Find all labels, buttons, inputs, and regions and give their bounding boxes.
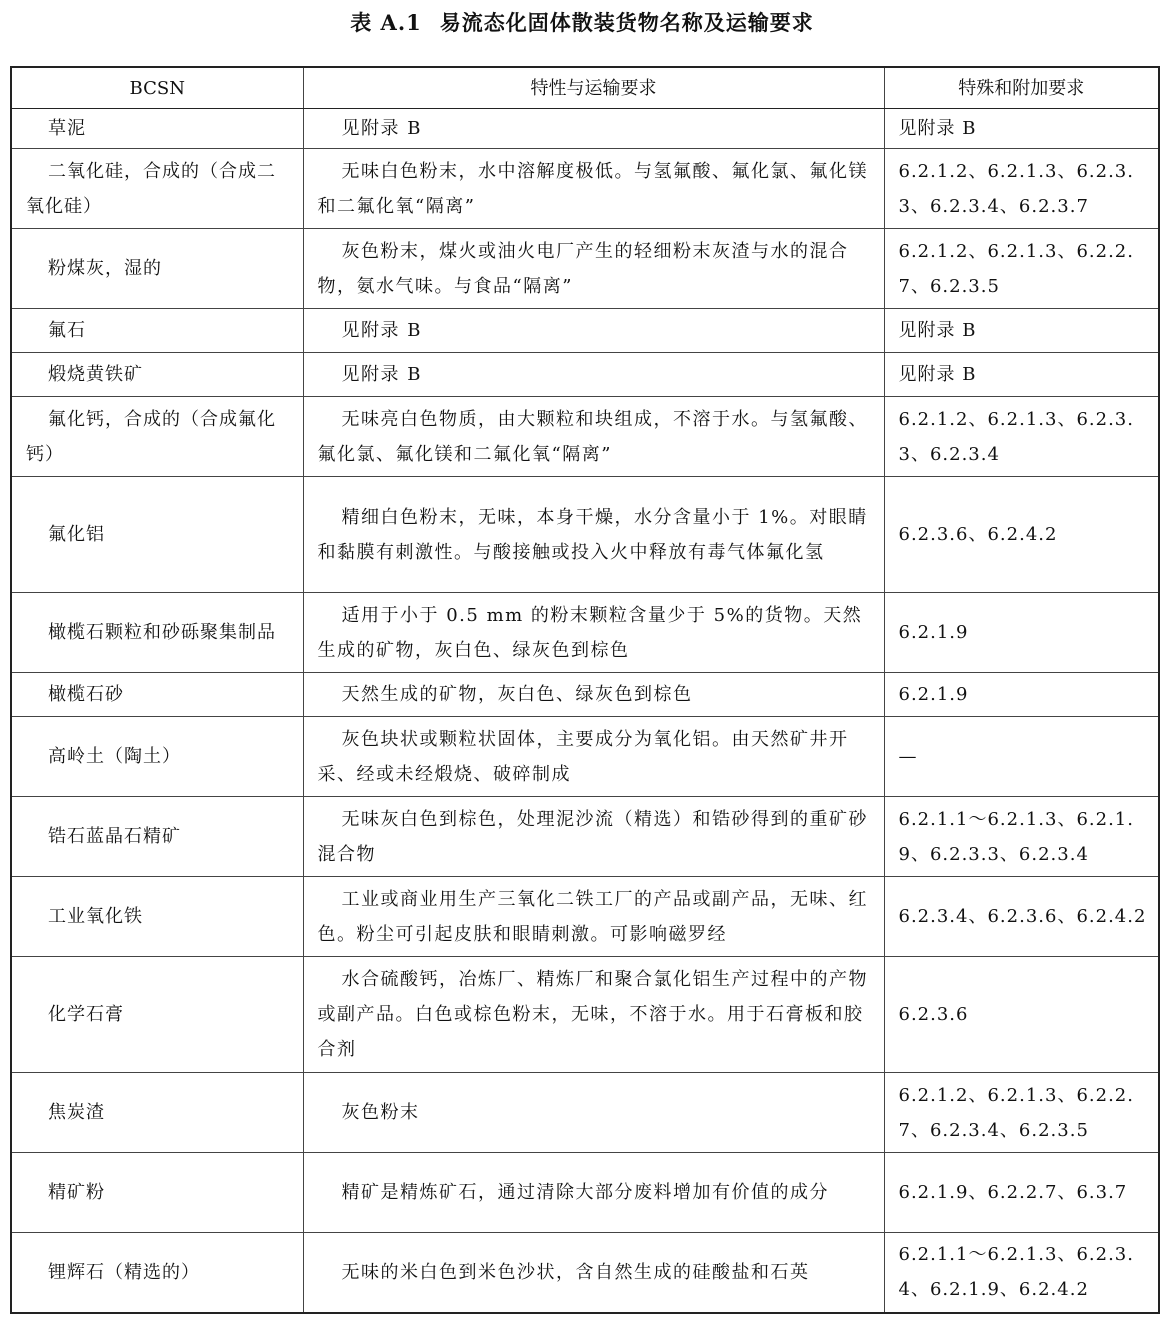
table-caption: 易流态化固体散装货物名称及运输要求 — [439, 10, 814, 35]
table-row — [11, 353, 1159, 397]
cell-properties: 天然生成的矿物，灰白色、绿灰色到棕色 — [303, 673, 884, 717]
cell-bcsn: 精矿粉 — [11, 1153, 303, 1233]
cell-bcsn: 二氧化硅，合成的（合成二氧化硅） — [11, 149, 303, 229]
column-header-bcsn: BCSN — [11, 67, 303, 109]
table-row — [11, 593, 1159, 673]
cell-bcsn: 粉煤灰，湿的 — [11, 229, 303, 309]
table-row — [11, 229, 1159, 309]
cell-properties: 见附录 B — [303, 309, 884, 353]
cell-properties: 灰色块状或颗粒状固体，主要成分为氧化铝。由天然矿井开采、经或未经煅烧、破碎制成 — [303, 717, 884, 797]
cargo-table — [10, 66, 1160, 1314]
table-row — [11, 1233, 1159, 1313]
cell-properties: 见附录 B — [303, 353, 884, 397]
cell-requirements: 见附录 B — [884, 109, 1159, 149]
cell-properties: 见附录 B — [303, 109, 884, 149]
table-row — [11, 309, 1159, 353]
cell-requirements: 6.2.1.2、6.2.1.3、6.2.2.7、6.2.3.4、6.2.3.5 — [884, 1073, 1159, 1153]
table-row — [11, 397, 1159, 477]
cell-bcsn: 氟石 — [11, 309, 303, 353]
cell-bcsn: 氟化铝 — [11, 477, 303, 593]
cell-bcsn: 化学石膏 — [11, 957, 303, 1073]
table-row — [11, 717, 1159, 797]
table-number: 表 A.1 — [350, 10, 422, 35]
cell-requirements: 6.2.1.9、6.2.2.7、6.3.7 — [884, 1153, 1159, 1233]
cell-bcsn: 工业氧化铁 — [11, 877, 303, 957]
table-row — [11, 797, 1159, 877]
cell-properties: 灰色粉末 — [303, 1073, 884, 1153]
cell-bcsn: 橄榄石砂 — [11, 673, 303, 717]
table-row — [11, 957, 1159, 1073]
cell-properties: 灰色粉末，煤火或油火电厂产生的轻细粉末灰渣与水的混合物，氨水气味。与食品“隔离” — [303, 229, 884, 309]
cell-properties: 水合硫酸钙，冶炼厂、精炼厂和聚合氯化铝生产过程中的产物或副产品。白色或棕色粉末，无味，不溶于水。用于石膏板和胶合剂 — [303, 957, 884, 1073]
cell-requirements: — — [884, 717, 1159, 797]
table-title — [0, 6, 1164, 40]
cell-requirements: 6.2.1.2、6.2.1.3、6.2.2.7、6.2.3.5 — [884, 229, 1159, 309]
cell-requirements: 6.2.1.2、6.2.1.3、6.2.3.3、6.2.3.4 — [884, 397, 1159, 477]
cell-requirements: 6.2.1.2、6.2.1.3、6.2.3.3、6.2.3.4、6.2.3.7 — [884, 149, 1159, 229]
cell-bcsn: 锂辉石（精选的） — [11, 1233, 303, 1313]
column-header-requirements: 特殊和附加要求 — [884, 67, 1159, 109]
cell-requirements: 6.2.1.9 — [884, 593, 1159, 673]
cell-properties: 无味的米白色到米色沙状，含自然生成的硅酸盐和石英 — [303, 1233, 884, 1313]
cell-requirements: 见附录 B — [884, 353, 1159, 397]
cell-bcsn: 橄榄石颗粒和砂砾聚集制品 — [11, 593, 303, 673]
cell-properties: 工业或商业用生产三氧化二铁工厂的产品或副产品，无味、红色。粉尘可引起皮肤和眼睛刺激。可影响磁罗经 — [303, 877, 884, 957]
cell-requirements: 6.2.3.6、6.2.4.2 — [884, 477, 1159, 593]
table-row — [11, 1153, 1159, 1233]
table-row — [11, 1073, 1159, 1153]
column-header-properties: 特性与运输要求 — [303, 67, 884, 109]
cell-properties: 无味亮白色物质，由大颗粒和块组成，不溶于水。与氢氟酸、氟化氯、氟化镁和二氟化氧“隔离” — [303, 397, 884, 477]
cell-requirements: 见附录 B — [884, 309, 1159, 353]
table-row — [11, 877, 1159, 957]
cell-bcsn: 锆石蓝晶石精矿 — [11, 797, 303, 877]
cell-properties: 无味灰白色到棕色，处理泥沙流（精选）和锆砂得到的重矿砂混合物 — [303, 797, 884, 877]
cell-properties: 无味白色粉末，水中溶解度极低。与氢氟酸、氟化氯、氟化镁和二氟化氧“隔离” — [303, 149, 884, 229]
cell-properties: 精细白色粉末，无味，本身干燥，水分含量小于 1%。对眼睛和黏膜有刺激性。与酸接触或投入火中释放有毒气体氟化氢 — [303, 477, 884, 593]
cell-bcsn: 煅烧黄铁矿 — [11, 353, 303, 397]
header-row — [11, 67, 1159, 109]
cell-properties: 精矿是精炼矿石，通过清除大部分废料增加有价值的成分 — [303, 1153, 884, 1233]
table-body — [11, 109, 1159, 1313]
cell-requirements: 6.2.3.6 — [884, 957, 1159, 1073]
cell-requirements: 6.2.1.1～6.2.1.3、6.2.1.9、6.2.3.3、6.2.3.4 — [884, 797, 1159, 877]
cell-requirements: 6.2.1.9 — [884, 673, 1159, 717]
cell-bcsn: 草泥 — [11, 109, 303, 149]
table-row — [11, 477, 1159, 593]
cell-requirements: 6.2.3.4、6.2.3.6、6.2.4.2 — [884, 877, 1159, 957]
table-row — [11, 149, 1159, 229]
table-row — [11, 673, 1159, 717]
cell-bcsn: 氟化钙，合成的（合成氟化钙） — [11, 397, 303, 477]
table-row — [11, 109, 1159, 149]
cell-properties: 适用于小于 0.5 mm 的粉末颗粒含量少于 5%的货物。天然生成的矿物，灰白色、绿灰色到棕色 — [303, 593, 884, 673]
cell-bcsn: 高岭土（陶土） — [11, 717, 303, 797]
cell-requirements: 6.2.1.1～6.2.1.3、6.2.3.4、6.2.1.9、6.2.4.2 — [884, 1233, 1159, 1313]
cell-bcsn: 焦炭渣 — [11, 1073, 303, 1153]
